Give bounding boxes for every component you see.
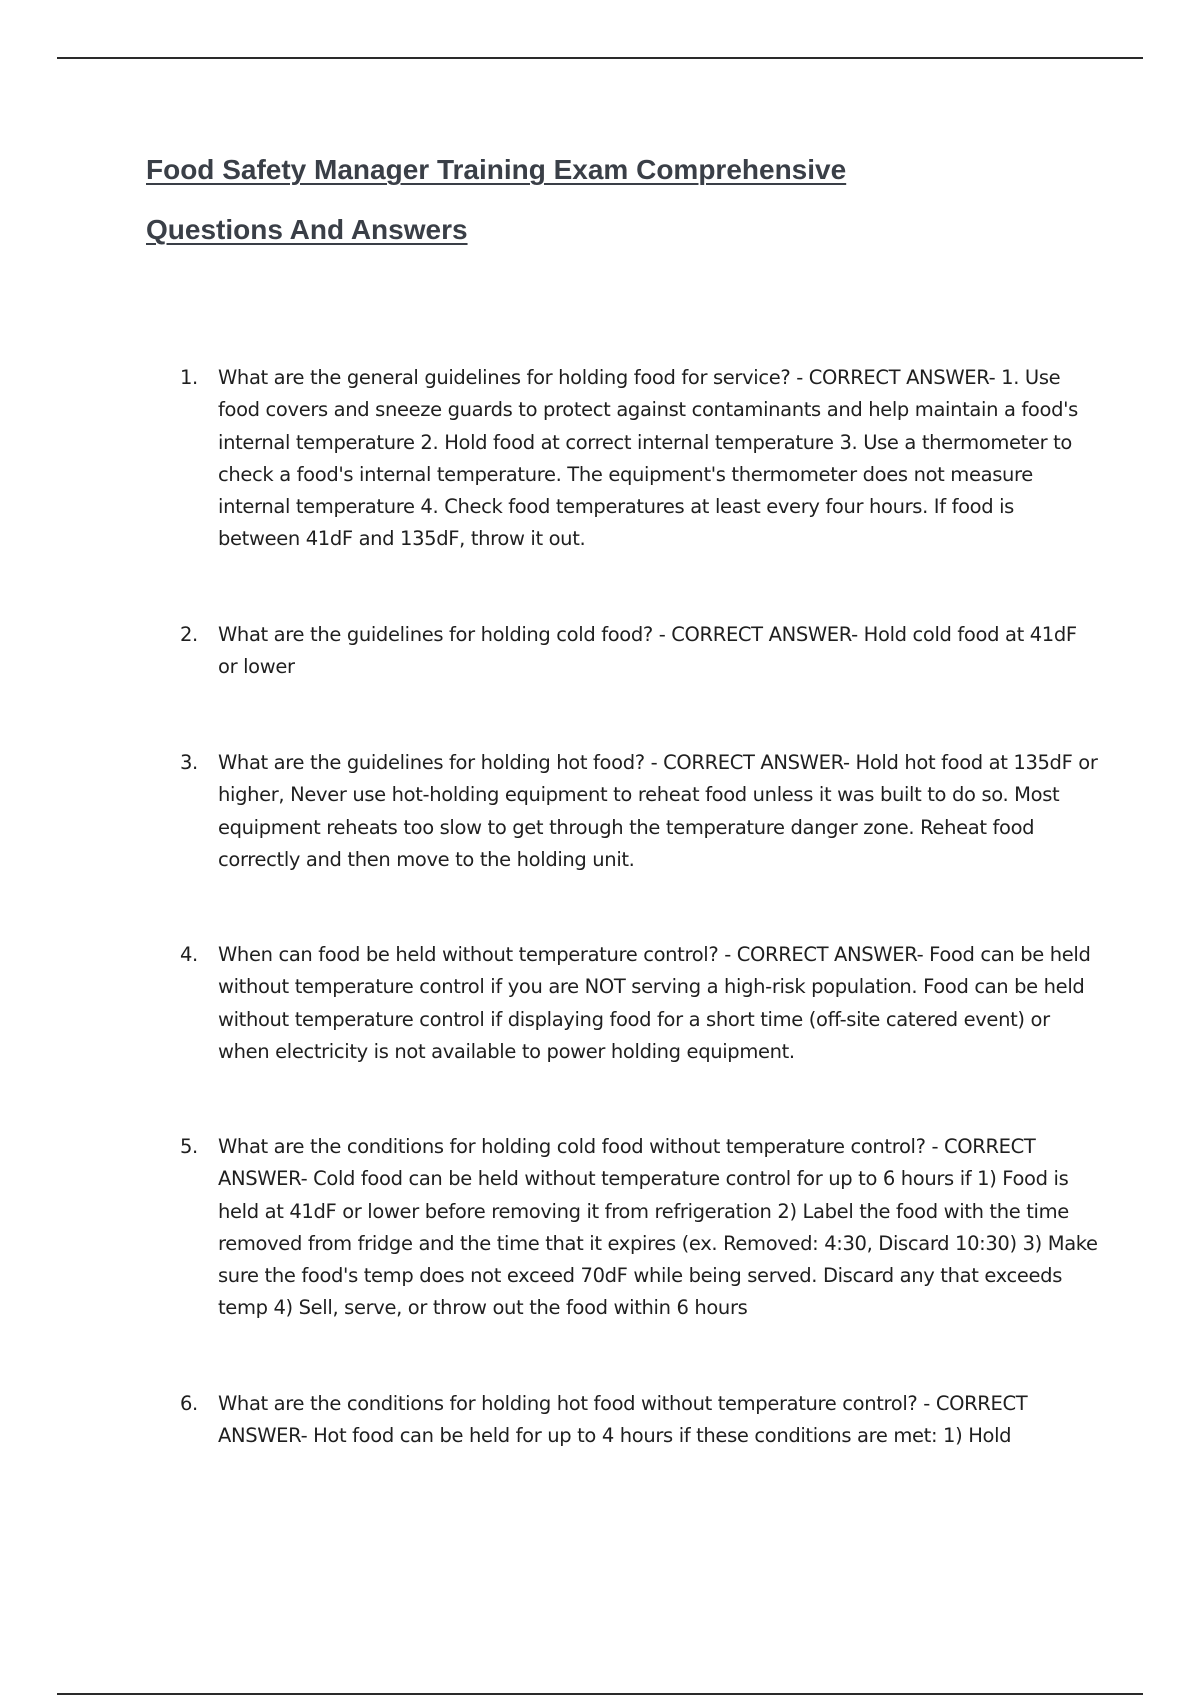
qa-text: What are the conditions for holding hot food without temperature control? - CORRECT ANSWER- Hot food can be held for up to 4 hours if these conditions are met: 1) Hold xyxy=(218,1392,1028,1448)
qa-text: What are the conditions for holding cold food without temperature control? - CORRECT ANSWER- Cold food can be held without temperature control for up to 6 hours if 1) Food is held at 41dF or lower before removing it from refrigeration 2) Label the food with the time removed from fridge and the time that it expires (ex. Removed: 4:30, Discard 10:30) 3) Make sure the food's temp does not exceed 70dF while being served. Discard any that exceeds temp 4) Sell, serve, or throw out the food within 6 hours xyxy=(218,1135,1098,1320)
qa-number: 2. xyxy=(180,623,198,646)
qa-number: 1. xyxy=(180,366,198,389)
qa-text: What are the guidelines for holding cold food? - CORRECT ANSWER- Hold cold food at 41dF or lower xyxy=(218,623,1077,679)
qa-item-1 xyxy=(180,362,1100,556)
qa-text: What are the general guidelines for holding food for service? - CORRECT ANSWER- 1. Use food covers and sneeze guards to protect against contaminants and help maintain a food's internal temperature 2. Hold food at correct internal temperature 3. Use a thermometer to check a food's internal temperature. The equipment's thermometer does not measure internal temperature 4. Check food temperatures at least every four hours. If food is between 41dF and 135dF, throw it out. xyxy=(218,366,1078,551)
qa-item-3 xyxy=(180,747,1100,876)
qa-number: 3. xyxy=(180,751,198,774)
qa-item-2 xyxy=(180,619,1100,684)
qa-text: What are the guidelines for holding hot food? - CORRECT ANSWER- Hold hot food at 135dF or higher, Never use hot-holding equipment to reheat food unless it was built to do so. Most equipment reheats too slow to get through the temperature danger zone. Reheat food correctly and then move to the holding unit. xyxy=(218,751,1098,871)
qa-text: When can food be held without temperature control? - CORRECT ANSWER- Food can be held without temperature control if you are NOT serving a high-risk population. Food can be held without temperature control if displaying food for a short time (off-site catered event) or when electricity is not available to power holding equipment. xyxy=(218,943,1091,1063)
footer-rule xyxy=(57,1693,1143,1695)
qa-number: 5. xyxy=(180,1135,198,1158)
document-title xyxy=(146,140,1046,260)
document-title-line-1: Food Safety Manager Training Exam Comprehensive xyxy=(146,154,847,185)
qa-item-4 xyxy=(180,939,1100,1068)
qa-item-6 xyxy=(180,1388,1100,1453)
qa-number: 4. xyxy=(180,943,198,966)
document-title-line-2: Questions And Answers xyxy=(146,214,468,245)
qa-item-5 xyxy=(180,1131,1100,1325)
header-rule xyxy=(57,57,1143,59)
qa-number: 6. xyxy=(180,1392,198,1415)
